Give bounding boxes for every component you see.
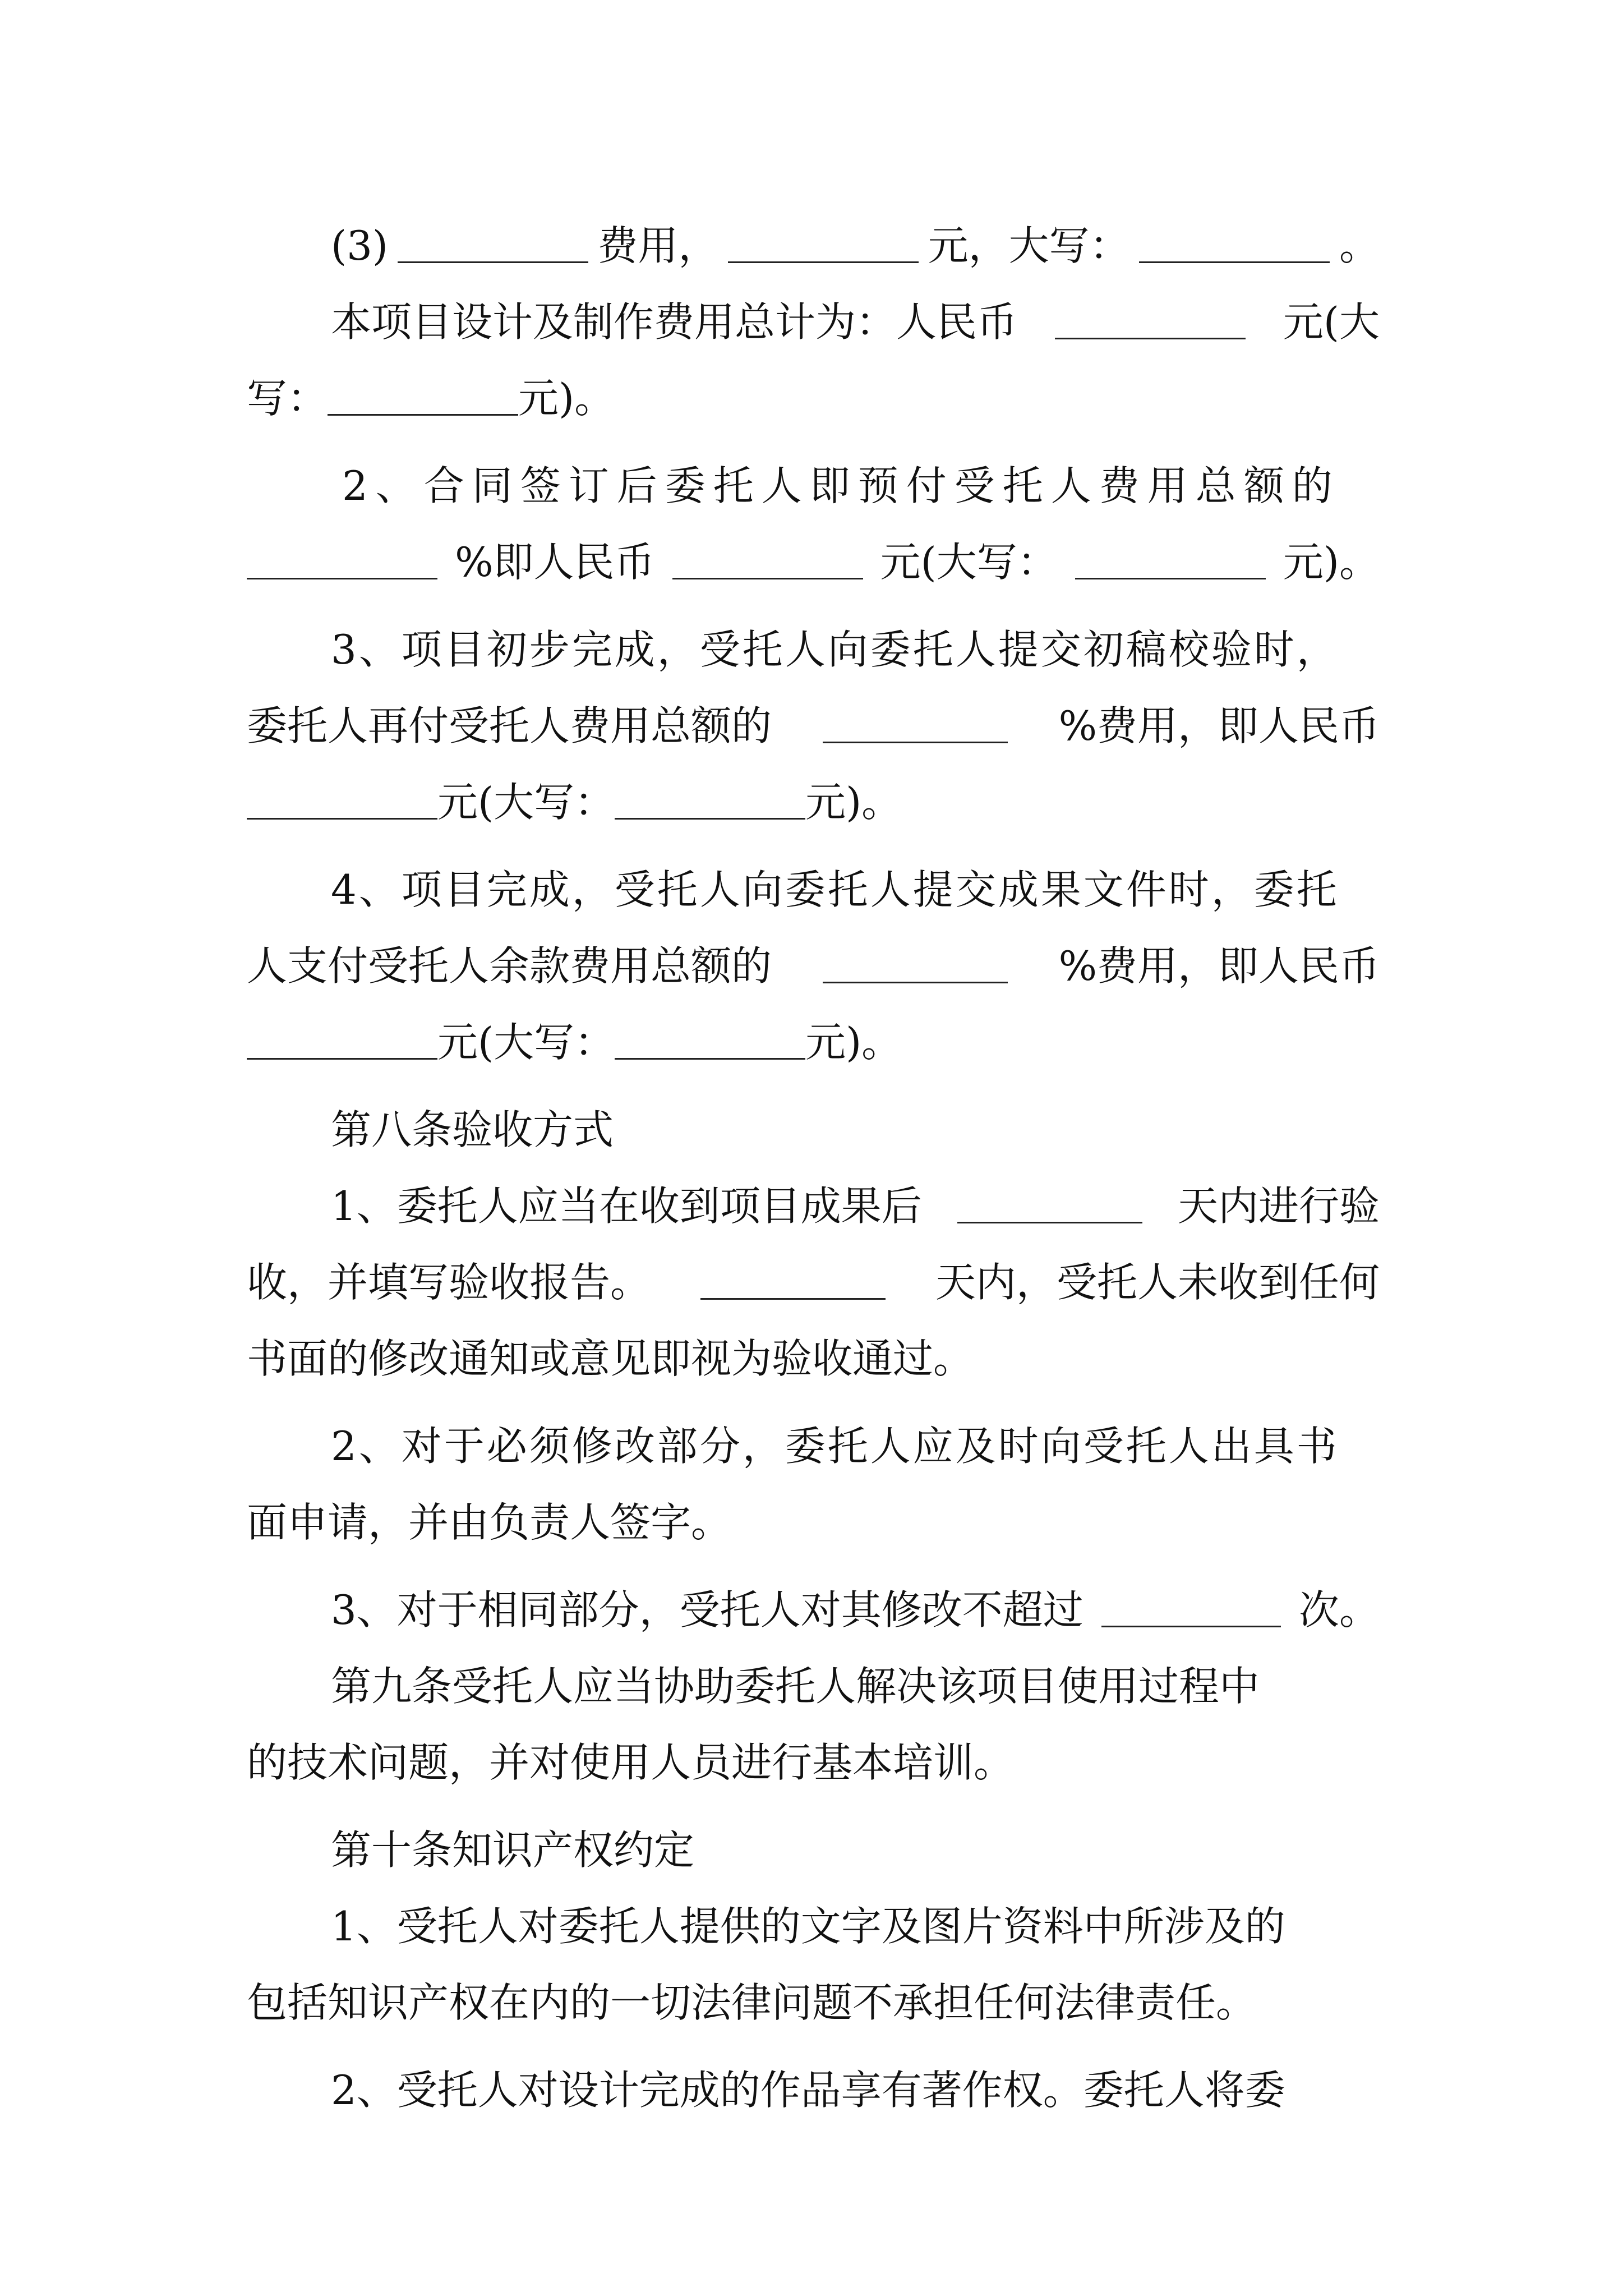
article-10-item-1-line-2 bbox=[247, 1964, 1380, 2041]
article-8-item-1-text-2: 天内进行验 bbox=[1177, 1182, 1380, 1230]
article-8-item-1-text-5: 书面的修改通知或意见即视为验收通过。 bbox=[247, 1335, 974, 1382]
blank-draft-words bbox=[615, 777, 805, 820]
blank-acceptance-days bbox=[957, 1181, 1142, 1223]
article-10-item-2-line-1 bbox=[247, 2052, 1380, 2128]
article-8-item-2-line-2 bbox=[247, 1484, 1380, 1561]
para-3-text-2: 委托人再付受托人费用总额的 bbox=[247, 702, 772, 749]
total-text-3: 写： bbox=[247, 375, 328, 422]
blank-notice-days bbox=[700, 1258, 886, 1300]
blank-balance-percent bbox=[823, 941, 1008, 983]
para-3-text-3: %费用，即人民币 bbox=[1058, 702, 1380, 749]
para-3-line-2 bbox=[247, 688, 1380, 764]
article-10-item-1-line-1 bbox=[247, 1888, 1380, 1964]
blank-fee-amount bbox=[728, 221, 919, 263]
para-4-text-4: 元(大写： bbox=[437, 1019, 615, 1066]
article-8-item-3-text-2: 次。 bbox=[1298, 1586, 1380, 1634]
para-4-line-2 bbox=[247, 928, 1380, 1004]
para-4-line-1 bbox=[247, 852, 1380, 928]
document-body bbox=[247, 208, 1380, 2128]
para-3-text-4: 元(大写： bbox=[437, 779, 615, 826]
para-4-text-1: 4、项目完成，受托人向委托人提交成果文件时，委托 bbox=[331, 866, 1339, 913]
article-8-item-1-text-3: 收，并填写验收报告。 bbox=[247, 1259, 651, 1306]
article-9-text-1: 第九条受托人应当协助委托人解决该项目使用过程中 bbox=[331, 1663, 1260, 1710]
blank-prepay-percent bbox=[247, 537, 437, 579]
para-2-line-1 bbox=[247, 448, 1380, 524]
blank-fee-name bbox=[398, 221, 588, 263]
article-8-item-2-text-2: 面申请，并由负责人签字。 bbox=[247, 1499, 732, 1546]
article-8-item-1-text-1: 1、委托人应当在收到项目成果后 bbox=[331, 1182, 922, 1230]
article-8-item-3-text-1: 3、对于相同部分，受托人对其修改不超过 bbox=[331, 1586, 1083, 1634]
para-3-text-1: 3、项目初步完成，受托人向委托人提交初稿校验时， bbox=[331, 626, 1339, 673]
para-4-text-5: 元)。 bbox=[805, 1019, 902, 1066]
article-10-title: 第十条知识产权约定 bbox=[331, 1826, 695, 1874]
article-10-item-1-text-2: 包括知识产权在内的一切法律问题不承担任何法律责任。 bbox=[247, 1979, 1257, 2026]
blank-fee-amount-words bbox=[1139, 221, 1330, 263]
total-line-1 bbox=[247, 284, 1380, 360]
blank-prepay-amount bbox=[672, 537, 863, 579]
article-8-item-3 bbox=[247, 1572, 1380, 1648]
para-3-line-3 bbox=[247, 764, 1380, 840]
para-3-line-1 bbox=[247, 611, 1380, 688]
article-9-line-2 bbox=[247, 1724, 1380, 1801]
blank-total-words bbox=[328, 374, 518, 416]
article-10-heading bbox=[247, 1812, 1380, 1888]
article-10-item-1-text-1: 1、受托人对委托人提供的文字及图片资料中所涉及的 bbox=[331, 1903, 1285, 1950]
article-10-item-2-text-1: 2、受托人对设计完成的作品享有著作权。委托人将委 bbox=[331, 2067, 1285, 2114]
para-4-text-3: %费用，即人民币 bbox=[1058, 942, 1380, 990]
para-2-text-1: 2、合同签订后委托人即预付受托人费用总额的 bbox=[342, 462, 1340, 509]
article-8-heading bbox=[247, 1092, 1380, 1168]
blank-balance-words bbox=[615, 1018, 805, 1060]
article-8-item-1-line-3 bbox=[247, 1320, 1380, 1397]
para-4-text-2: 人支付受托人余款费用总额的 bbox=[247, 942, 772, 990]
blank-prepay-words bbox=[1075, 537, 1266, 579]
fee-item-3-text-1: 费用， bbox=[597, 222, 719, 269]
para-2-text-4: 元)。 bbox=[1283, 539, 1380, 586]
fee-item-3 bbox=[247, 208, 1380, 284]
article-8-item-2-line-1 bbox=[247, 1408, 1380, 1484]
total-text-4: 元)。 bbox=[518, 375, 615, 422]
para-2-line-2 bbox=[247, 524, 1380, 600]
para-2-text-2: %即人民币 bbox=[455, 539, 655, 586]
article-9-text-2: 的技术问题，并对使用人员进行基本培训。 bbox=[247, 1739, 1015, 1786]
blank-draft-amount bbox=[247, 777, 437, 820]
fee-item-3-prefix: (3) bbox=[331, 222, 388, 269]
fee-item-3-text-2: 元，大写： bbox=[928, 222, 1130, 269]
blank-total-amount bbox=[1055, 297, 1246, 339]
article-8-item-1-line-1 bbox=[247, 1168, 1380, 1244]
blank-revision-count bbox=[1101, 1585, 1281, 1627]
para-3-text-5: 元)。 bbox=[805, 779, 902, 826]
article-8-item-1-text-4: 天内，受托人未收到任何 bbox=[935, 1259, 1380, 1306]
article-8-title: 第八条验收方式 bbox=[331, 1106, 614, 1153]
para-2-text-3: 元(大写： bbox=[880, 539, 1058, 586]
blank-draft-percent bbox=[823, 701, 1008, 743]
para-4-line-3 bbox=[247, 1004, 1380, 1080]
total-text-2: 元(大 bbox=[1283, 298, 1380, 346]
fee-item-3-text-3: 。 bbox=[1339, 222, 1380, 269]
blank-balance-amount bbox=[247, 1018, 437, 1060]
total-line-2 bbox=[247, 360, 1380, 436]
article-8-item-2-text-1: 2、对于必须修改部分，委托人应及时向受托人出具书 bbox=[331, 1423, 1339, 1470]
total-text-1: 本项目设计及制作费用总计为：人民币 bbox=[331, 298, 1018, 346]
article-9-line-1 bbox=[247, 1648, 1380, 1724]
article-8-item-1-line-2 bbox=[247, 1244, 1380, 1320]
